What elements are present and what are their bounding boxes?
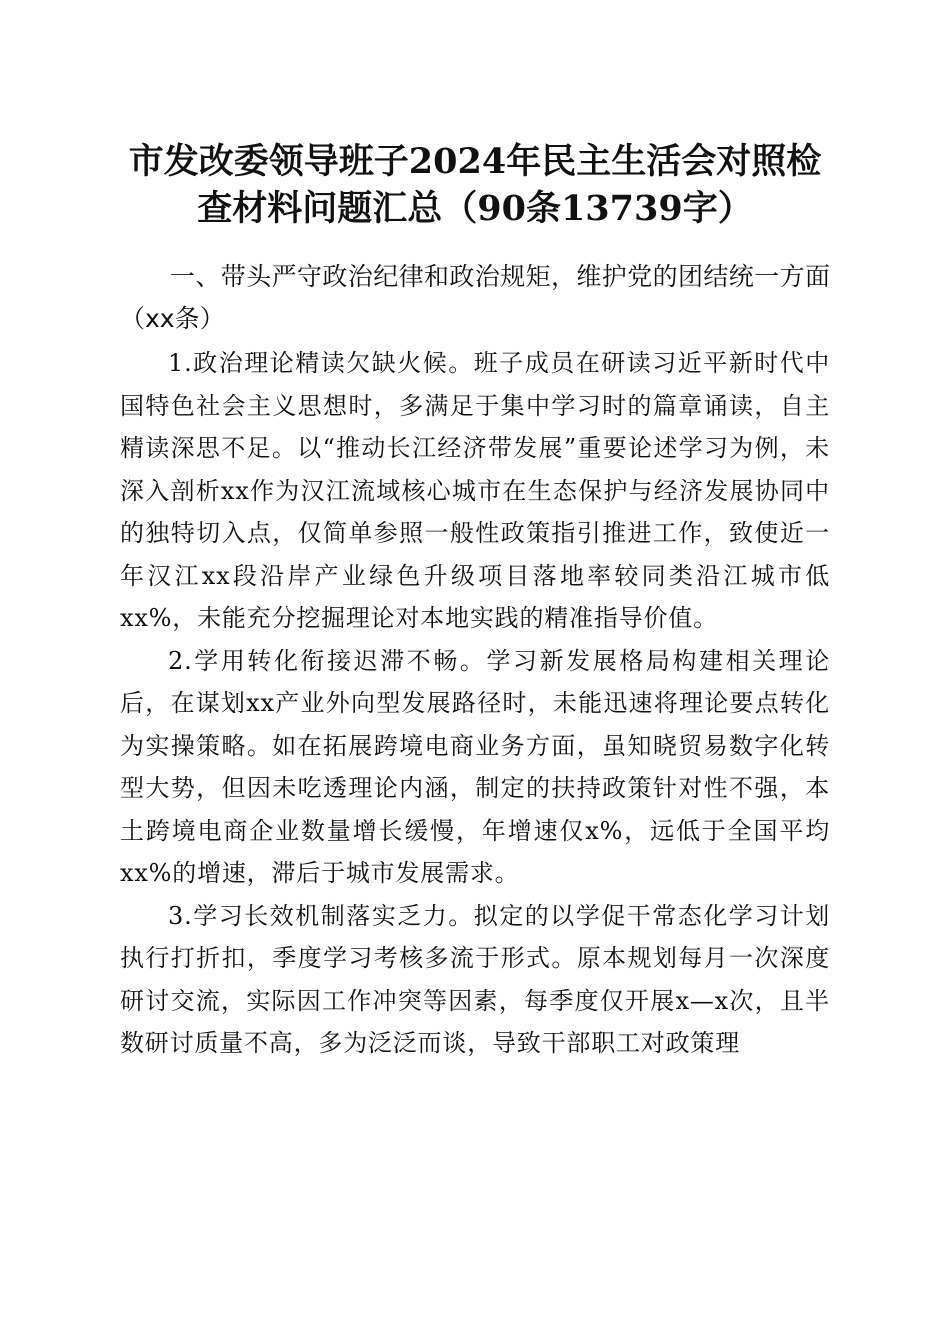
paragraph-2: 2.学用转化衔接迟滞不畅。学习新发展格局构建相关理论后，在谋划xx产业外向型发展路径时，未能迅速将理论要点转化为实操策略。如在拓展跨境电商业务方面，虽知晓贸易数字化转型大势，但因未吃透理论内涵，制定的扶持政策针对性不强，本土跨境电商企业数量增长缓慢，年增速仅x%，远低于全国平均xx%的增速，滞后于城市发展需求。 bbox=[120, 646, 830, 887]
document-body bbox=[120, 256, 830, 1065]
title-line-2: 查材料问题汇总（90条13739字） bbox=[197, 188, 753, 229]
title-line-1: 市发改委领导班子2024年民主生活会对照检 bbox=[128, 141, 822, 182]
paragraph-1: 1.政治理论精读欠缺火候。班子成员在研读习近平新时代中国特色社会主义思想时，多满足于集中学习时的篇章诵读，自主精读深思不足。以“推动长江经济带发展”重要论述学习为例，未深入剖析xx作为汉江流域核心城市在生态保护与经济发展协同中的独特切入点，仅简单参照一般性政策指引推进工作，致使近一年汉江xx段沿岸产业绿色升级项目落地率较同类沿江城市低xx%，未能充分挖掘理论对本地实践的精准指导价值。 bbox=[120, 349, 830, 632]
paragraph-3: 3.学习长效机制落实乏力。拟定的以学促干常态化学习计划执行打折扣，季度学习考核多流于形式。原本规划每月一次深度研讨交流，实际因工作冲突等因素，每季度仅开展x—x次，且半数研讨质量不高，多为泛泛而谈，导致干部职工对政策理 bbox=[120, 901, 830, 1057]
section-heading: 一、带头严守政治纪律和政治规矩，维护党的团结统一方面（xx条） bbox=[120, 262, 830, 333]
document-title bbox=[100, 138, 850, 232]
